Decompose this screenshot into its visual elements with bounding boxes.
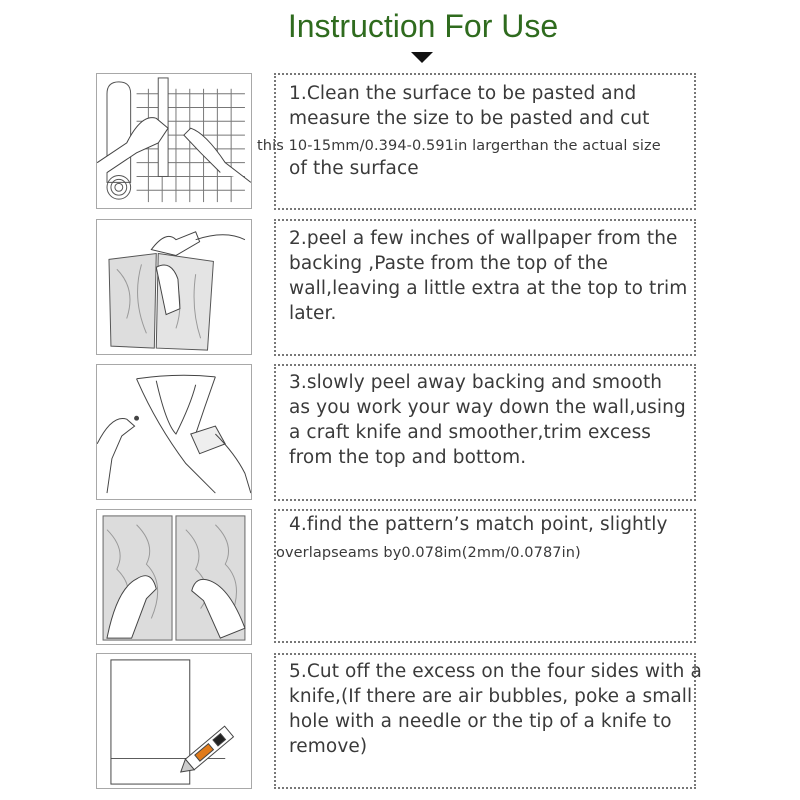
step-2-line-4: later. — [289, 303, 337, 324]
step-5-line-1: 5.Cut off the excess on the four sides with a — [289, 661, 702, 682]
match-pattern-icon — [96, 509, 252, 645]
step-1-line-4: of the surface — [289, 158, 419, 179]
step-2-line-1: 2.peel a few inches of wallpaper from the — [289, 228, 678, 249]
step-5-line-3: hole with a needle or the tip of a knife to — [289, 711, 672, 732]
peel-wallpaper-icon — [96, 219, 252, 355]
step-5-line-2: knife,(If there are air bubbles, poke a small — [289, 686, 693, 707]
step-3-line-2: as you work your way down the wall,using — [289, 397, 686, 418]
step-4-line-1: 4.find the pattern’s match point, slightly — [289, 514, 668, 535]
step-2-line-3: wall,leaving a little extra at the top to trim — [289, 278, 688, 299]
step-3-line-3: a craft knife and smoother,trim excess — [289, 422, 652, 443]
step-2-line-2: backing ,Paste from the top of the — [289, 253, 608, 274]
page-title: Instruction For Use — [287, 8, 559, 44]
smooth-wallpaper-icon — [96, 364, 252, 500]
step-5-line-4: remove) — [289, 736, 368, 757]
craft-knife-icon — [96, 653, 252, 789]
step-4-line-2: overlapseams by0.078im(2mm/0.0787in) — [276, 545, 581, 561]
measure-surface-icon — [96, 73, 252, 209]
step-1-line-3: this 10-15mm/0.394-0.591in largerthan the actual size — [257, 138, 661, 154]
step-3-line-1: 3.slowly peel away backing and smooth — [289, 372, 663, 393]
step-1-line-2: measure the size to be pasted and cut — [289, 108, 650, 129]
down-arrow-icon — [411, 52, 433, 63]
step-1-line-1: 1.Clean the surface to be pasted and — [289, 83, 637, 104]
step-3-line-4: from the top and bottom. — [289, 447, 527, 468]
